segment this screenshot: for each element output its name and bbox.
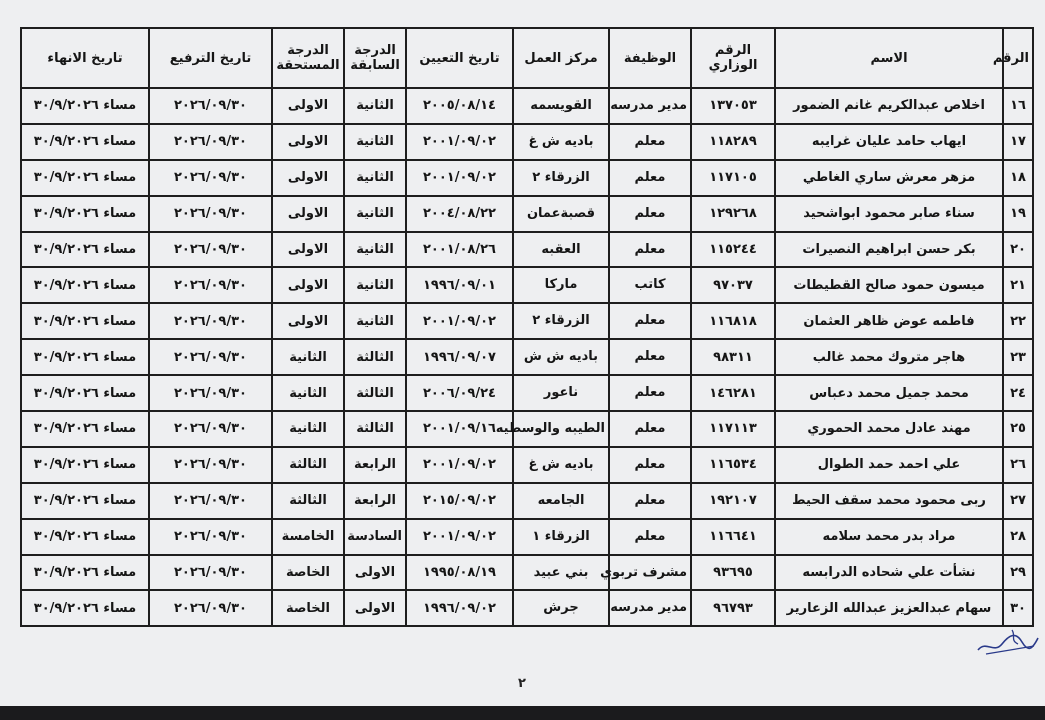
cell-work-center: ماركا	[513, 267, 609, 303]
cell-work-center: الزرقاء ١	[513, 519, 609, 555]
cell-end-date: مساء ٣٠/٩/٢٠٢٦	[21, 160, 149, 196]
cell-name: هاجر متروك محمد غالب	[775, 339, 1003, 375]
cell-due-grade: الخاصة	[272, 555, 344, 591]
cell-ministry-no: ١١٨٢٨٩	[691, 124, 775, 160]
cell-num: ٢٠	[1003, 232, 1033, 268]
table-row	[21, 375, 1033, 411]
cell-num: ١٧	[1003, 124, 1033, 160]
cell-promotion-date: ٢٠٢٦/٠٩/٣٠	[149, 303, 272, 339]
cell-promotion-date: ٢٠٢٦/٠٩/٣٠	[149, 590, 272, 626]
cell-num: ١٨	[1003, 160, 1033, 196]
cell-prev-grade: الثانية	[344, 88, 406, 124]
cell-due-grade: الثالثة	[272, 483, 344, 519]
cell-work-center: الزرقاء ٢	[513, 160, 609, 196]
cell-work-center: الجامعه	[513, 483, 609, 519]
cell-work-center: باديه ش ش	[513, 339, 609, 375]
cell-end-date: مساء ٣٠/٩/٢٠٢٦	[21, 196, 149, 232]
cell-end-date: مساء ٣٠/٩/٢٠٢٦	[21, 519, 149, 555]
cell-end-date: مساء ٣٠/٩/٢٠٢٦	[21, 232, 149, 268]
cell-end-date: مساء ٣٠/٩/٢٠٢٦	[21, 411, 149, 447]
cell-prev-grade: الثانية	[344, 196, 406, 232]
cell-num: ٢٩	[1003, 555, 1033, 591]
cell-prev-grade: الاولى	[344, 555, 406, 591]
cell-work-center: ناعور	[513, 375, 609, 411]
cell-appointment-date: ٢٠٠١/٠٩/١٦	[406, 411, 513, 447]
cell-promotion-date: ٢٠٢٦/٠٩/٣٠	[149, 447, 272, 483]
cell-appointment-date: ٢٠٠٦/٠٩/٢٤	[406, 375, 513, 411]
cell-ministry-no: ١١٦٥٣٤	[691, 447, 775, 483]
cell-appointment-date: ٢٠٠١/٠٨/٢٦	[406, 232, 513, 268]
cell-appointment-date: ٢٠٠١/٠٩/٠٢	[406, 447, 513, 483]
cell-promotion-date: ٢٠٢٦/٠٩/٣٠	[149, 232, 272, 268]
cell-due-grade: الاولى	[272, 88, 344, 124]
cell-name: مزهر معرش ساري الغاطي	[775, 160, 1003, 196]
cell-appointment-date: ٢٠٠١/٠٩/٠٢	[406, 519, 513, 555]
cell-name: نشأت علي شحاده الدرابسه	[775, 555, 1003, 591]
table-row	[21, 590, 1033, 626]
cell-end-date: مساء ٣٠/٩/٢٠٢٦	[21, 303, 149, 339]
table-row	[21, 232, 1033, 268]
header-row	[21, 28, 1033, 88]
header-end-date: تاريخ الانهاء	[21, 28, 149, 88]
cell-due-grade: الثانية	[272, 411, 344, 447]
cell-appointment-date: ١٩٩٦/٠٩/٠٧	[406, 339, 513, 375]
header-prev-grade: الدرجة السابقة	[344, 28, 406, 88]
cell-work-center: باديه ش غ	[513, 124, 609, 160]
cell-promotion-date: ٢٠٢٦/٠٩/٣٠	[149, 124, 272, 160]
cell-promotion-date: ٢٠٢٦/٠٩/٣٠	[149, 483, 272, 519]
cell-ministry-no: ١٤٦٢٨١	[691, 375, 775, 411]
cell-promotion-date: ٢٠٢٦/٠٩/٣٠	[149, 339, 272, 375]
cell-end-date: مساء ٣٠/٩/٢٠٢٦	[21, 339, 149, 375]
header-ministry-no: الرقم الوزاري	[691, 28, 775, 88]
cell-promotion-date: ٢٠٢٦/٠٩/٣٠	[149, 375, 272, 411]
table-row	[21, 447, 1033, 483]
cell-work-center: الطيبه والوسطيه	[513, 411, 609, 447]
cell-num: ٢٥	[1003, 411, 1033, 447]
cell-num: ٢٧	[1003, 483, 1033, 519]
header-due-grade: الدرجة المستحقة	[272, 28, 344, 88]
cell-num: ٢٢	[1003, 303, 1033, 339]
table-row	[21, 160, 1033, 196]
cell-work-center: الزرقاء ٢	[513, 303, 609, 339]
cell-job: معلم	[609, 124, 691, 160]
cell-appointment-date: ١٩٩٥/٠٨/١٩	[406, 555, 513, 591]
cell-promotion-date: ٢٠٢٦/٠٩/٣٠	[149, 88, 272, 124]
cell-name: فاطمه عوض ظاهر العثمان	[775, 303, 1003, 339]
cell-prev-grade: الاولى	[344, 590, 406, 626]
cell-appointment-date: ٢٠١٥/٠٩/٠٢	[406, 483, 513, 519]
cell-promotion-date: ٢٠٢٦/٠٩/٣٠	[149, 196, 272, 232]
cell-appointment-date: ٢٠٠٥/٠٨/١٤	[406, 88, 513, 124]
cell-due-grade: الاولى	[272, 267, 344, 303]
cell-name: بكر حسن ابراهيم النصيرات	[775, 232, 1003, 268]
cell-job: معلم	[609, 375, 691, 411]
cell-appointment-date: ٢٠٠١/٠٩/٠٢	[406, 124, 513, 160]
cell-appointment-date: ٢٠٠١/٠٩/٠٢	[406, 160, 513, 196]
table-row	[21, 339, 1033, 375]
cell-name: ربى محمود محمد سقف الحيط	[775, 483, 1003, 519]
cell-job: معلم	[609, 411, 691, 447]
cell-end-date: مساء ٣٠/٩/٢٠٢٦	[21, 124, 149, 160]
cell-work-center: قصبةعمان	[513, 196, 609, 232]
cell-promotion-date: ٢٠٢٦/٠٩/٣٠	[149, 267, 272, 303]
cell-ministry-no: ٩٦٧٩٣	[691, 590, 775, 626]
cell-job: مدير مدرسه	[609, 88, 691, 124]
cell-prev-grade: الثانية	[344, 160, 406, 196]
cell-due-grade: الاولى	[272, 196, 344, 232]
table-row	[21, 267, 1033, 303]
cell-name: ميسون حمود صالح القطيطات	[775, 267, 1003, 303]
cell-prev-grade: الثالثة	[344, 375, 406, 411]
cell-job: معلم	[609, 519, 691, 555]
cell-prev-grade: الثانية	[344, 232, 406, 268]
cell-num: ٣٠	[1003, 590, 1033, 626]
cell-end-date: مساء ٣٠/٩/٢٠٢٦	[21, 267, 149, 303]
cell-name: مهند عادل محمد الحموري	[775, 411, 1003, 447]
cell-num: ٢٣	[1003, 339, 1033, 375]
cell-prev-grade: الرابعة	[344, 447, 406, 483]
table-row	[21, 483, 1033, 519]
table-row	[21, 124, 1033, 160]
cell-job: معلم	[609, 339, 691, 375]
cell-job: مدير مدرسه	[609, 590, 691, 626]
cell-num: ١٦	[1003, 88, 1033, 124]
cell-work-center: العقبه	[513, 232, 609, 268]
cell-promotion-date: ٢٠٢٦/٠٩/٣٠	[149, 519, 272, 555]
cell-num: ٢١	[1003, 267, 1033, 303]
cell-work-center: جرش	[513, 590, 609, 626]
cell-work-center: بني عبيد	[513, 555, 609, 591]
cell-num: ٢٤	[1003, 375, 1033, 411]
cell-name: علي احمد حمد الطوال	[775, 447, 1003, 483]
cell-end-date: مساء ٣٠/٩/٢٠٢٦	[21, 590, 149, 626]
cell-ministry-no: ١١٦٦٤١	[691, 519, 775, 555]
cell-due-grade: الاولى	[272, 232, 344, 268]
table-row	[21, 555, 1033, 591]
cell-num: ١٩	[1003, 196, 1033, 232]
cell-prev-grade: الثالثة	[344, 339, 406, 375]
cell-due-grade: الثانية	[272, 339, 344, 375]
cell-job: معلم	[609, 160, 691, 196]
cell-name: اخلاص عبدالكريم غانم الضمور	[775, 88, 1003, 124]
cell-name: سهام عبدالعزيز عبدالله الزعارير	[775, 590, 1003, 626]
cell-appointment-date: ٢٠٠٤/٠٨/٢٢	[406, 196, 513, 232]
cell-ministry-no: ٩٨٣١١	[691, 339, 775, 375]
cell-end-date: مساء ٣٠/٩/٢٠٢٦	[21, 88, 149, 124]
header-num: الرقم	[1003, 28, 1033, 88]
cell-prev-grade: الثانية	[344, 124, 406, 160]
header-appointment-date: تاريخ التعيين	[406, 28, 513, 88]
cell-appointment-date: ٢٠٠١/٠٩/٠٢	[406, 303, 513, 339]
table-row	[21, 411, 1033, 447]
cell-name: محمد جميل محمد دعباس	[775, 375, 1003, 411]
cell-due-grade: الاولى	[272, 124, 344, 160]
signature-icon	[972, 610, 1042, 660]
cell-due-grade: الخاصة	[272, 590, 344, 626]
cell-job: كاتب	[609, 267, 691, 303]
cell-due-grade: الثانية	[272, 375, 344, 411]
cell-job: معلم	[609, 447, 691, 483]
cell-end-date: مساء ٣٠/٩/٢٠٢٦	[21, 375, 149, 411]
cell-job: معلم	[609, 303, 691, 339]
table-row	[21, 519, 1033, 555]
cell-name: مراد بدر محمد سلامه	[775, 519, 1003, 555]
cell-due-grade: الثالثة	[272, 447, 344, 483]
header-work-center: مركز العمل	[513, 28, 609, 88]
cell-num: ٢٦	[1003, 447, 1033, 483]
table-row	[21, 196, 1033, 232]
table-row	[21, 88, 1033, 124]
cell-ministry-no: ١١٧١١٣	[691, 411, 775, 447]
header-name: الاسم	[775, 28, 1003, 88]
cell-work-center: القويسمه	[513, 88, 609, 124]
cell-due-grade: الاولى	[272, 160, 344, 196]
cell-ministry-no: ٩٣٦٩٥	[691, 555, 775, 591]
cell-name: ايهاب حامد عليان غرايبه	[775, 124, 1003, 160]
cell-promotion-date: ٢٠٢٦/٠٩/٣٠	[149, 555, 272, 591]
employees-table	[20, 27, 1034, 627]
cell-job: مشرف تربوي	[609, 555, 691, 591]
cell-ministry-no: ١٢٩٢٦٨	[691, 196, 775, 232]
table-row	[21, 303, 1033, 339]
page-number: ٢	[518, 676, 526, 691]
cell-prev-grade: السادسة	[344, 519, 406, 555]
cell-name: سناء صابر محمود ابواشحيد	[775, 196, 1003, 232]
header-job: الوظيفة	[609, 28, 691, 88]
cell-end-date: مساء ٣٠/٩/٢٠٢٦	[21, 483, 149, 519]
cell-work-center: باديه ش غ	[513, 447, 609, 483]
cell-job: معلم	[609, 232, 691, 268]
cell-ministry-no: ١٩٢١٠٧	[691, 483, 775, 519]
header-promotion-date: تاريخ الترفيع	[149, 28, 272, 88]
cell-prev-grade: الرابعة	[344, 483, 406, 519]
cell-promotion-date: ٢٠٢٦/٠٩/٣٠	[149, 411, 272, 447]
cell-job: معلم	[609, 483, 691, 519]
cell-due-grade: الخامسة	[272, 519, 344, 555]
cell-ministry-no: ١١٦٨١٨	[691, 303, 775, 339]
cell-ministry-no: ١٣٧٠٥٣	[691, 88, 775, 124]
cell-prev-grade: الثانية	[344, 267, 406, 303]
cell-ministry-no: ١١٧١٠٥	[691, 160, 775, 196]
cell-prev-grade: الثانية	[344, 303, 406, 339]
bottom-edge	[0, 706, 1045, 720]
cell-due-grade: الاولى	[272, 303, 344, 339]
cell-job: معلم	[609, 196, 691, 232]
cell-end-date: مساء ٣٠/٩/٢٠٢٦	[21, 555, 149, 591]
cell-ministry-no: ٩٧٠٣٧	[691, 267, 775, 303]
cell-appointment-date: ١٩٩٦/٠٩/٠٢	[406, 590, 513, 626]
cell-appointment-date: ١٩٩٦/٠٩/٠١	[406, 267, 513, 303]
cell-num: ٢٨	[1003, 519, 1033, 555]
cell-ministry-no: ١١٥٢٤٤	[691, 232, 775, 268]
cell-prev-grade: الثالثة	[344, 411, 406, 447]
cell-promotion-date: ٢٠٢٦/٠٩/٣٠	[149, 160, 272, 196]
cell-end-date: مساء ٣٠/٩/٢٠٢٦	[21, 447, 149, 483]
